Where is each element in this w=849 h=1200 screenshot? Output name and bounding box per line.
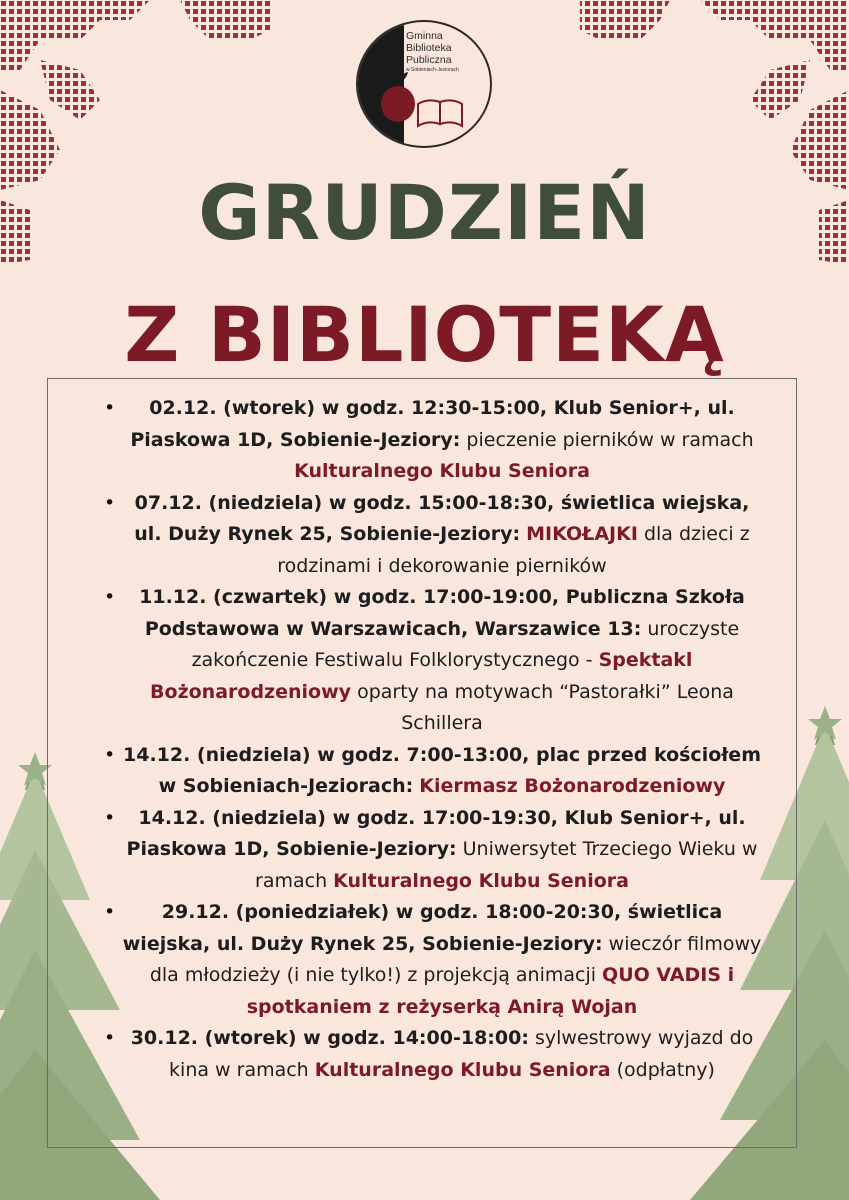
event-highlight: Kulturalnego Klubu Seniora: [294, 460, 590, 482]
logo-text: [406, 30, 459, 73]
library-logo: [356, 20, 492, 148]
bullet-icon: •: [104, 586, 116, 608]
logo-line-1: Gminna: [406, 30, 443, 42]
event-tail: (odpłatny): [610, 1058, 715, 1081]
title-library: Z BIBLIOTEKĄ: [124, 290, 725, 379]
event-highlight: QUO VADIS i spotkaniem z reżyserką Anirą Wojan: [246, 964, 735, 1018]
event-item: [78, 393, 766, 488]
bullet-icon: •: [104, 397, 116, 419]
event-item: [78, 740, 766, 803]
event-highlight: Kulturalnego Klubu Seniora: [314, 1058, 611, 1081]
logo-line-3: Publiczna: [406, 54, 452, 66]
bullet-icon: •: [104, 901, 116, 923]
event-tail: oparty na motywach “Pastorałki” Leona Schillera: [351, 680, 734, 734]
event-item: [78, 897, 766, 1023]
event-item: [78, 582, 766, 740]
event-description: pieczenie pierników w ramach: [460, 428, 754, 451]
event-date-place: 29.12. (poniedziałek) w godz. 18:00-20:30, świetlica wiejska, ul. Duży Rynek 25, Sobienie-Jeziory:: [122, 901, 723, 955]
logo-line-2: Biblioteka: [406, 42, 452, 54]
bullet-icon: •: [104, 491, 116, 514]
event-list: [48, 379, 796, 1086]
event-highlight: Kiermasz Bożonarodzeniowy: [419, 775, 726, 797]
bullet-icon: •: [104, 1027, 116, 1049]
event-description: Uniwersytet Trzeciego Wieku w ramach: [255, 838, 758, 892]
event-highlight: MIKOŁAJKI: [526, 523, 638, 545]
event-item: [78, 803, 766, 898]
bullet-icon: •: [104, 806, 116, 829]
events-box: [47, 378, 797, 1148]
title-month: GRUDZIEŃ: [198, 168, 651, 257]
event-date-place: 02.12. (wtorek) w godz. 12:30-15:00, Klub Senior+, ul. Piaskowa 1D, Sobienie-Jeziory:: [130, 397, 735, 451]
event-description: uroczyste zakończenie Festiwalu Folklorystycznego -: [191, 617, 740, 671]
logo-line-4: w Sobieniach-Jeziorach: [406, 67, 459, 73]
event-highlight: Kulturalnego Klubu Seniora: [333, 869, 629, 892]
event-date-place: 07.12. (niedziela) w godz. 15:00-18:30, świetlica wiejska, ul. Duży Rynek 25, Sobienie-Jeziory:: [134, 491, 750, 545]
event-date-place: 30.12. (wtorek) w godz. 14:00-18:00:: [130, 1027, 529, 1049]
event-date-place: 14.12. (niedziela) w godz. 7:00-13:00, plac przed kościołem w Sobieniach-Jeziorach:: [123, 743, 761, 797]
event-highlight: Spektakl Bożonarodzeniowy: [150, 649, 693, 703]
event-date-place: 11.12. (czwartek) w godz. 17:00-19:00, Publiczna Szkoła Podstawowa w Warszawicach, Warszawice 13:: [139, 586, 745, 640]
event-description: sylwestrowy wyjazd do kina w ramach: [169, 1027, 754, 1081]
event-date-place: 14.12. (niedziela) w godz. 17:00-19:30, Klub Senior+, ul. Piaskowa 1D, Sobienie-Jeziory:: [126, 806, 746, 860]
event-description: wieczór filmowy dla młodzieży (i nie tylko!) z projekcją animacji: [149, 932, 762, 986]
bullet-icon: •: [104, 743, 116, 766]
event-item: [78, 488, 766, 583]
event-item: [78, 1023, 766, 1086]
event-tail: dla dzieci z rodzinami i dekorowanie pierników: [277, 523, 750, 577]
